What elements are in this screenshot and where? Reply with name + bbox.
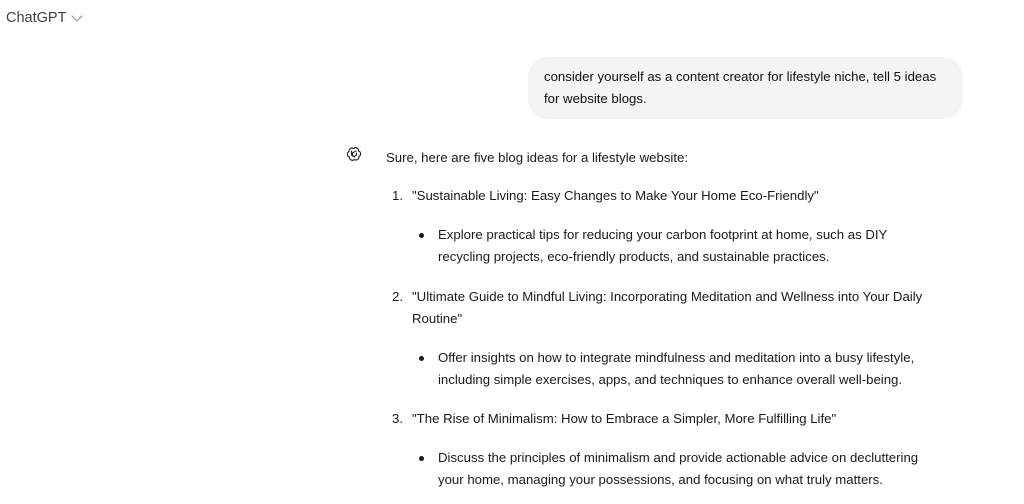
bullet-icon bbox=[419, 456, 424, 461]
item-detail-text: Offer insights on how to integrate mindfulness and meditation into a busy lifestyle, including simple exercises, apps, and techniques to enhance overall well-being. bbox=[438, 350, 915, 387]
item-title-text: "Sustainable Living: Easy Changes to Make Your Home Eco-Friendly" bbox=[412, 188, 819, 203]
user-message-text: consider yourself as a content creator for lifestyle niche, tell 5 ideas for website blogs. bbox=[544, 69, 937, 106]
bullet-icon bbox=[419, 356, 424, 361]
item-title-text: "The Rise of Minimalism: How to Embrace a Simpler, More Fulfilling Life" bbox=[412, 411, 837, 426]
item-detail bbox=[386, 224, 940, 268]
list-item bbox=[386, 408, 952, 491]
item-title bbox=[386, 185, 952, 207]
item-number: 3. bbox=[392, 411, 403, 426]
assistant-intro: Sure, here are five blog ideas for a lifestyle website: bbox=[386, 150, 689, 165]
item-detail-text: Discuss the principles of minimalism and provide actionable advice on decluttering your home, managing your possessions, and focusing on what truly matters. bbox=[438, 450, 919, 487]
item-detail bbox=[386, 447, 940, 491]
chevron-down-icon bbox=[72, 10, 83, 21]
bullet-icon bbox=[419, 233, 424, 238]
item-title bbox=[386, 286, 952, 330]
openai-logo-icon bbox=[346, 146, 362, 162]
model-selector[interactable] bbox=[6, 8, 81, 28]
model-name: ChatGPT bbox=[6, 10, 67, 26]
item-title-text: "Ultimate Guide to Mindful Living: Incorporating Meditation and Wellness into Your Daily Routine" bbox=[412, 289, 923, 326]
list-item bbox=[386, 286, 952, 391]
item-number: 2. bbox=[392, 289, 403, 304]
list-item bbox=[386, 185, 952, 268]
user-message-bubble bbox=[528, 57, 963, 119]
item-title bbox=[386, 408, 952, 430]
item-detail bbox=[386, 347, 940, 391]
item-number: 1. bbox=[392, 188, 403, 203]
item-detail-text: Explore practical tips for reducing your carbon footprint at home, such as DIY recycling projects, eco-friendly products, and sustainable practices. bbox=[438, 227, 888, 264]
